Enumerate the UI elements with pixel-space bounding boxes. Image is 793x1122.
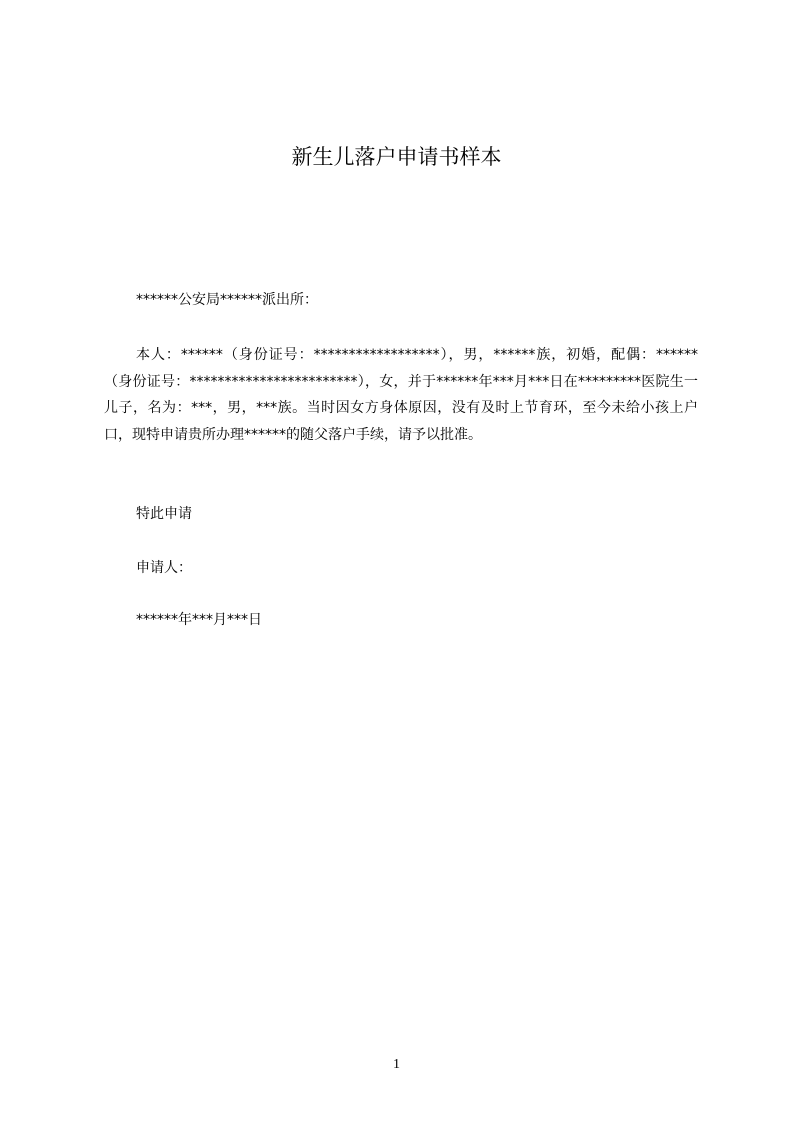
application-body: 本人：******（身份证号：******************），男，******族，初婚，配偶：******（身份证号：************************），女，并于******年***月***日在*********医院生一儿子，名为：***，男，***族。当时因女方身体原因，没有及时上节育环，至今未给小孩上户口，现特申请贵所办理******的随父落户手续，请予以批准。 bbox=[104, 347, 698, 443]
document-title: 新生儿落户申请书样本 bbox=[291, 145, 502, 169]
page-number: 1 bbox=[393, 1057, 400, 1072]
closing-line: 特此申请 bbox=[136, 506, 192, 522]
salutation-line: ******公安局******派出所： bbox=[136, 292, 318, 308]
date-line: ******年***月***日 bbox=[136, 612, 262, 628]
applicant-label: 申请人： bbox=[136, 560, 192, 576]
